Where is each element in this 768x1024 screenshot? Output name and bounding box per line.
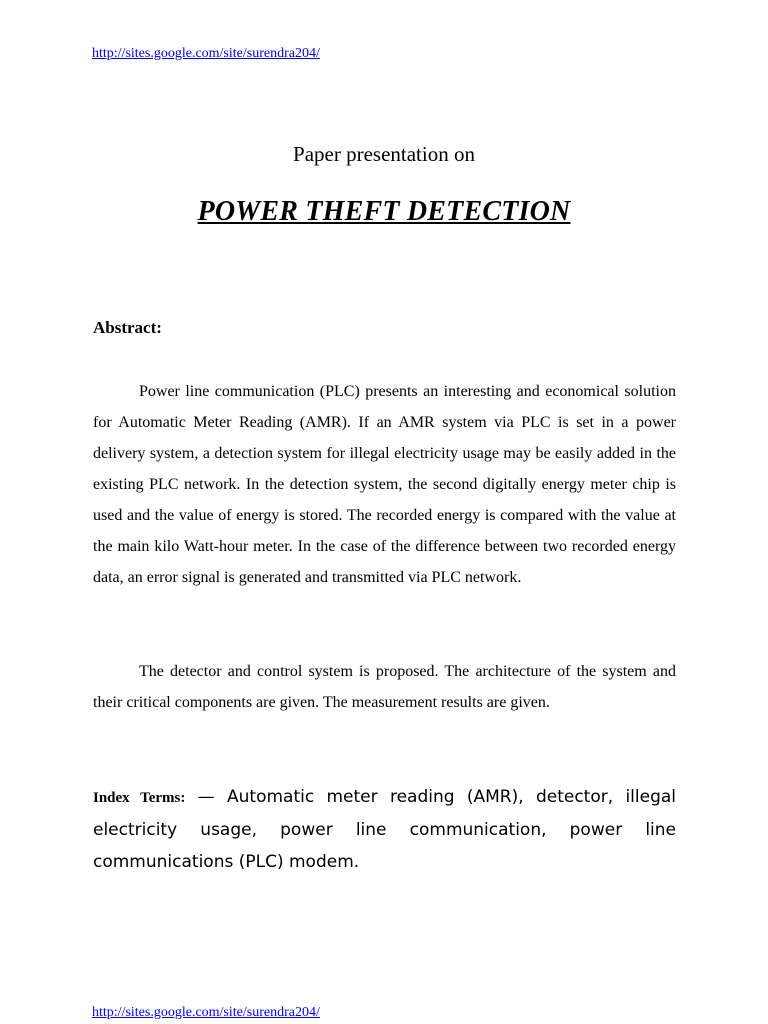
abstract-heading: Abstract:	[93, 318, 162, 337]
index-terms	[93, 781, 676, 878]
document-subtitle: Paper presentation on	[293, 142, 475, 166]
index-terms-body: — Automatic meter reading (AMR), detector, illegal electricity usage, power line communication, power line communications (PLC) modem.	[93, 787, 677, 872]
document-title: POWER THEFT DETECTION	[197, 196, 571, 227]
footer-url-link[interactable]: http://sites.google.com/site/surendra204/	[92, 1005, 320, 1020]
abstract-paragraph-2: The detector and control system is proposed. The architecture of the system and their critical components are given. The measurement results are given.	[93, 663, 676, 711]
header-url-link[interactable]: http://sites.google.com/site/surendra204/	[92, 46, 320, 61]
abstract-paragraph-1: Power line communication (PLC) presents an interesting and economical solution for Automatic Meter Reading (AMR). If an AMR system via PLC is set in a power delivery system, a detection system for illegal electricity usage may be easily added in the existing PLC network. In the detection system, the second digitally energy meter chip is used and the value of energy is stored. The recorded energy is compared with the value at the main kilo Watt-hour meter. In the case of the difference between two recorded energy data, an error signal is generated and transmitted via PLC network.	[93, 383, 676, 586]
index-terms-label: Index Terms:	[93, 790, 186, 806]
